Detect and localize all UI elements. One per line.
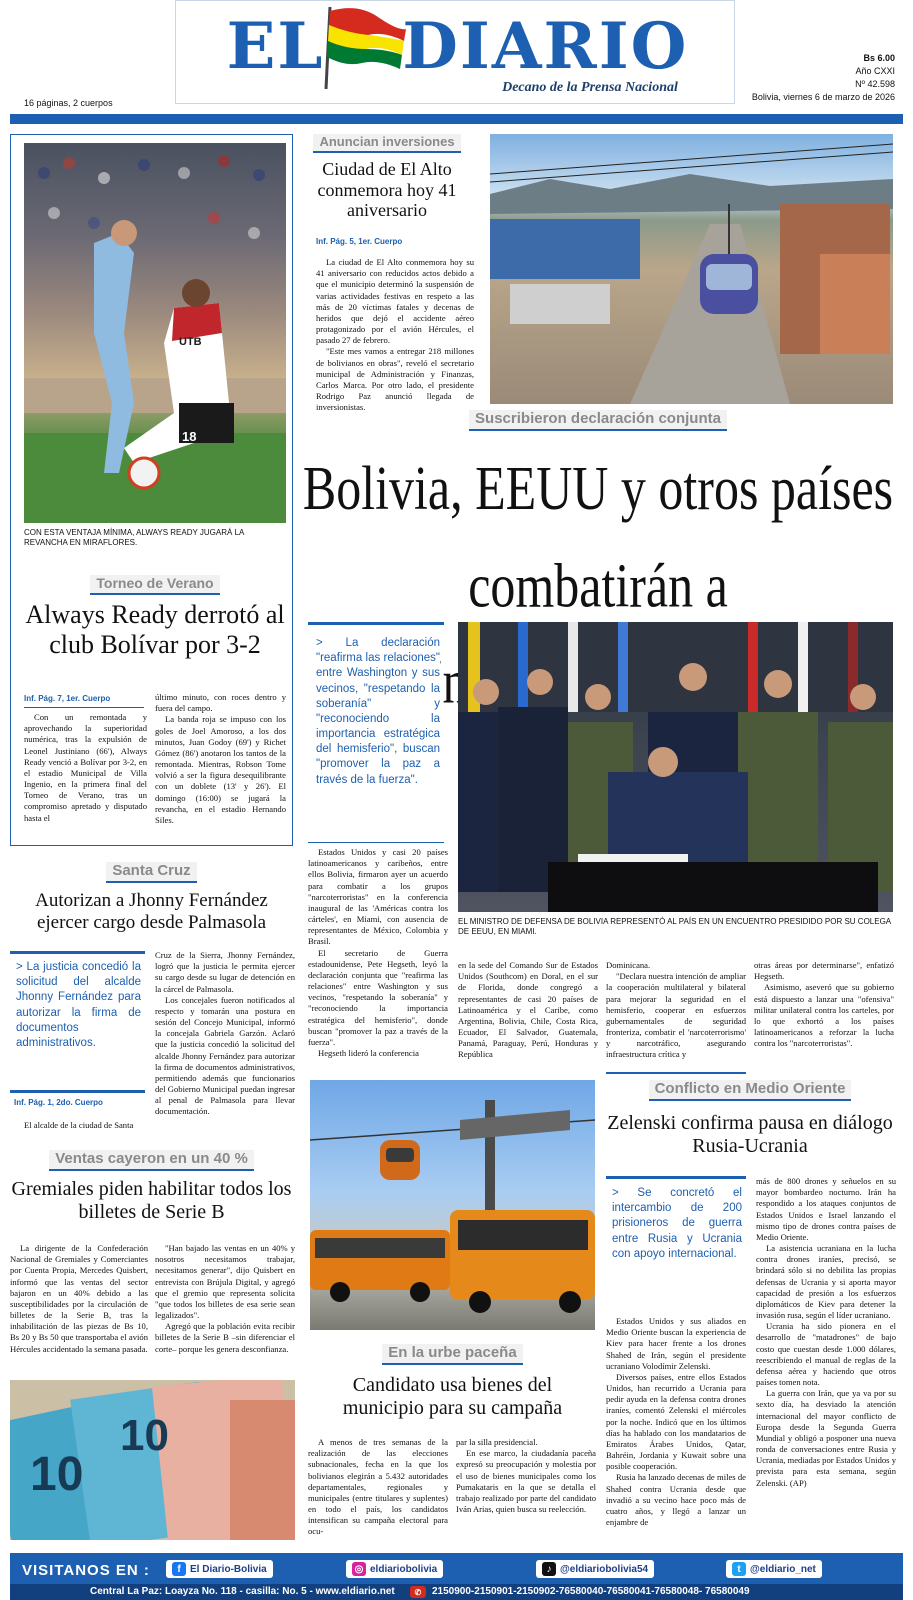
football-col2: último minuto, con roces dentro y fuera del campo. La banda roja se impuso con los goles de Joel Amoroso, a los dos minutos, Juan Godoy (69') y Richet Gómez (86') anotaron los tantos de la remontada. Mientras, Robson Tome volvió a ser la figura desequilibrante con un doblete (13' y 26'). El domingo (16:00) se jugará la revancha, en el estadio Hernando Siles. xyxy=(155,692,286,825)
year: Año CXXI xyxy=(855,66,895,77)
zelenski-top-rule xyxy=(606,1072,746,1074)
slogan: Decano de la Prensa Nacional xyxy=(502,80,678,95)
logo-right: DIARIO xyxy=(402,8,689,84)
santacruz-ref: Inf. Pág. 1, 2do. Cuerpo xyxy=(14,1098,103,1107)
zelenski-quote: > Se concretó el intercambio de 200 prisioneros de guerra entre Rusia y Ucrania con apoyo internacional. xyxy=(612,1186,742,1262)
alto-headline: Ciudad de El Alto conmemora hoy 41 aniversario xyxy=(317,159,457,221)
svg-text:10: 10 xyxy=(30,1448,84,1501)
santacruz-quote-rule xyxy=(10,951,145,954)
santacruz-col1: El alcalde de la ciudad de Santa xyxy=(24,1120,134,1130)
main-body-rule xyxy=(308,842,444,843)
santacruz-col2: Cruz de la Sierra, Jhonny Fernández, logró que la justicia le permita ejercer su cargo desde su lugar de detención en la cárcel de Palmasola. Los concejales fueron notificados al respecto y tomarán una postura en sesión del Concejo Municipal, informó la concejala Gabriela Garzón. Aclaró que la justicia concedió la solicitud del alcalde Jhonny Fernández para autorizar la firma de documentos administrativos, permitiendo además que funcionarios del Gobierno Municipal puedan ingresar al penal de Palmasola para llevar documentación. xyxy=(155,950,295,1117)
football-col1: Con un remontada y aprovechando la superioridad numérica, tras la expulsión de Leonel Justiniano (66'), Always Ready venció a Bolívar por 3-2, en el estadio Municipal de Villa Ingenio, en la primera final del Torneo de Verano, tras un compromiso apretado y disputado hasta el xyxy=(24,712,147,823)
candidato-col1: A menos de tres semanas de la realización de las elecciones subnacionales, fecha en la que los bolivianos elegirán a 5.432 autoridades departamentales, regionales y municipales (entre titulares y suplentes) en todo el país, los candidatos intensifican su campaña electoral para ocu- xyxy=(308,1437,448,1537)
gremiales-col2: "Han bajado las ventas en un 40% y nosotros necesitamos trabajar, necesitamos generar", dijo Quisbert en entrevista con Brújula Digital, y agregó que el gremio que representa solicita "que todos los billetes de esa serie sean legalizados". Agregó que la población evita recibir billetes de la Serie B –sin diferenciar el corte– porque les genera desconfianza. xyxy=(155,1243,295,1354)
candidato-kicker: En la urbe paceña xyxy=(310,1344,595,1361)
issue-number: Nº 42.598 xyxy=(855,79,895,90)
santacruz-headline: Autorizan a Jhonny Fernández ejercer cargo desde Palmasola xyxy=(35,890,268,933)
santacruz-ref-rule xyxy=(10,1090,145,1093)
facebook-label: El Diario-Bolivia xyxy=(190,1563,267,1575)
page-count: 16 páginas, 2 cuerpos xyxy=(24,98,113,108)
main-col3: Dominicana. "Declara nuestra intención de ampliar la cooperación multilateral y bilateral para mejorar la seguridad en el hemisferio, cooperar en esfuerzos gubernamentales de seguridad fronteriza, combatir el 'narcoterrorismo' y narcotráfico, asegurando infraestructura crítica y xyxy=(606,960,746,1060)
football-ref: Inf. Pág. 7, 1er. Cuerpo xyxy=(24,694,111,703)
main-quote: > La declaración "reafirma las relaciones" entre Washington y sus vecinos, "respetando la soberanía" y "reconociendo la importancia estratégica del hemisferio", buscan "promover la paz a través de la fuerza". xyxy=(316,636,440,788)
candidato-col2: par la silla presidencial. En ese marco, la ciudadanía paceña expresó su preocupación y molestia por el uso de bienes municipales como los Pumakataris en la que se detalla el trabajo realizado por parte del candidato Iván Arias, quien busca su reelección. xyxy=(456,1437,596,1515)
zelenski-headline: Zelenski confirma pausa en diálogo Rusia-Ucrania xyxy=(607,1112,893,1157)
football-caption: CON ESTA VENTAJA MÍNIMA, ALWAYS READY JUGARÁ LA REVANCHA EN MIRAFLORES. xyxy=(24,528,244,548)
main-caption: EL MINISTRO DE DEFENSA DE BOLIVIA REPRESENTÓ AL PAÍS EN UN ENCUENTRO PRESIDIDO POR SU COLEGA DE EEUU, EN MIAMI. xyxy=(458,917,891,937)
twitter-icon: t xyxy=(732,1562,746,1576)
footer-visit: VISITANOS EN : xyxy=(22,1562,150,1579)
banknotes-photo xyxy=(10,1380,295,1540)
football-kicker: Torneo de Verano xyxy=(24,575,286,591)
svg-text:18: 18 xyxy=(182,429,197,444)
santacruz-quote: > La justicia concedió la solicitud del alcalde Jhonny Fernández para autorizar la firma de documentos administrativos. xyxy=(16,960,141,1051)
svg-text:10: 10 xyxy=(120,1411,169,1460)
gremiales-col1: La dirigente de la Confederación Nacional de Gremiales y Comerciantes por Cuenta Propia, Mercedes Quisbert, informó que las ventas del sector bajaron en un 40% debido a las susceptibilidades por la circulación de billetes de la Serie B, tras la inhabilitación de las piezas de Bs 10, Bs 20 y Bs 50 que transportaba el avión Hércules accidentado la semana pasada. xyxy=(10,1243,148,1354)
twitter-label: @eldiario_net xyxy=(750,1563,816,1575)
alto-photo xyxy=(490,134,893,404)
alto-body: La ciudad de El Alto conmemora hoy su 41 aniversario con reducidos actos debido a que el municipio determinó la suspensión de varias actividades festivas en respeto a las más de 20 víctimas fatales y decenas de heridos que dejó el accidente aéreo protagonizado por el avión Hércules, el pasado 27 de febrero. "Este mes vamos a entregar 218 millones de bolivianos en obras", reveló el secretario municipal de Administración y Finanzas, Carlos Marca. Por otro lado, el presidente Rodrigo Paz anunció llegada de inversionistas. xyxy=(316,257,474,413)
gremiales-headline: Gremiales piden habilitar todos los billetes de Serie B xyxy=(11,1178,292,1223)
issue-date: Bolivia, viernes 6 de marzo de 2026 xyxy=(751,92,895,103)
football-photo xyxy=(24,143,286,523)
phone-icon: ✆ xyxy=(410,1586,426,1598)
logo xyxy=(185,6,730,86)
facebook-link[interactable] xyxy=(166,1560,273,1578)
gremiales-kicker: Ventas cayeron en un 40 % xyxy=(10,1150,293,1167)
edition-info xyxy=(745,52,895,104)
candidato-headline: Candidato usa bienes del municipio para su campaña xyxy=(342,1374,563,1419)
logo-left: EL xyxy=(226,8,325,84)
twitter-link[interactable] xyxy=(726,1560,822,1578)
main-col2: en la sede del Comando Sur de Estados Unidos (Southcom) en Doral, en el sur de Florida, donde congregó a representantes de casi 20 países de Latinoamérica y el Caribe, como Argentina, Bolivia, Chile, Costa Rica, Ecuador, El Salvador, Guatemala, Panamá, Paraguay, Perú, Honduras y República xyxy=(458,960,598,1060)
football-ref-rule xyxy=(24,707,144,708)
instagram-icon: ◎ xyxy=(352,1562,366,1576)
main-photo xyxy=(458,622,893,912)
bolivia-flag-icon xyxy=(318,3,408,89)
santacruz-kicker: Santa Cruz xyxy=(10,862,293,879)
main-headline-line1: Bolivia, EEUU y otros países xyxy=(302,452,894,523)
zelenski-col1: Estados Unidos y sus aliados en Medio Oriente buscan la experiencia de Kiev para hacer frente a los drones Shahed de Irán, según el presidente ucraniano Volodímir Zelenski. Diversos países, entre ellos Estados Unidos, han recurrido a Ucrania para pedir ayuda en la defensa contra drones iraníes, comentó Zelenski el miércoles por la noche. Indicó que en los últimos días ha hablado con los mandatarios de Emiratos Árabes Unidos, Qatar, Bahréin, Jordania y Kuwait sobre una posible cooperación. Rusia ha lanzado decenas de miles de Shahed contra Ucrania desde que invadió a su vecino hace poco más de cuatro años, y llegó a lanzar un enjambre de xyxy=(606,1316,746,1528)
zelenski-col2: más de 800 drones y señuelos en su mayor bombardeo nocturno. Irán ha respondido a los ataques conjuntos de Estados Unidos e Israel lanzando el mismo tipo de drones contra países de Medio Oriente. La asistencia ucraniana en la lucha contra drones iraníes, precisó, se brindará sólo si no debilita las propias defensas de Ucrania y si aporta mayor capacidad de presión a los esfuerzos diplomáticos de Kiev para detener la invasión rusa, según el líder ucraniano. Ucrania ha sido pionera en el desarrollo de "matadrones" de bajo costo que cuestan desde 1.000 dólares, reescribiendo el manual de reglas de la defensa aérea y haciendo que otros países tomen nota. La guerra con Irán, que ya va por su sexto día, ha desviado la atención internacional del mayor conflicto de Europa desde la Segunda Guerra Mundial y obligó a posponer una nueva ronda de conversaciones entre Rusia y Ucrania, mediadas por Estados Unidos y prevista para esta semana, según Zelenski. (AP) xyxy=(756,1176,896,1488)
tiktok-link[interactable] xyxy=(536,1560,654,1578)
football-headline: Always Ready derrotó al club Bolívar por 3-2 xyxy=(25,600,285,659)
tiktok-icon: ♪ xyxy=(542,1562,556,1576)
tiktok-label: @eldiariobolivia54 xyxy=(560,1563,649,1575)
main-headline-line2: combatirán a xyxy=(468,549,728,620)
main-col4: otras áreas por determinarse", enfatizó Hegseth. Asimismo, aseveró que su gobierno está dispuesto a lanzar una "ofensiva" militar unilateral contra los carteles, por lo que exhortó a los países latinoamericanos a reforzar la lucha contra los "narcoterroristas". xyxy=(754,960,894,1049)
instagram-label: eldiariobolivia xyxy=(370,1563,438,1575)
svg-text:UTB: UTB xyxy=(179,336,202,348)
main-quote-rule xyxy=(308,622,444,625)
footer-phones: 2150900-2150901-2150902-76580040-76580041-76580048- 76580049 xyxy=(432,1586,750,1597)
main-kicker: Suscribieron declaración conjunta xyxy=(300,410,896,427)
main-col1: Estados Unidos y casi 20 países latinoamericanos y caribeños, entre ellos Bolivia, firmaron ayer un acuerdo para combatir a los grupos "narcoterroristas" en la conferencia inaugural de las 'Américas contra los cárteles', en Miami, con ausencia de representantes de México, Colombia y Brasil. El secretario de Guerra estadounidense, Pete Hegseth, leyó la declaración conjunta que "reafirma las relaciones" entre Washington y sus vecinos, "respetando la soberanía" y "reconociendo la importancia estratégica del hemisferio", donde buscan "promover la paz a través de la fuerza". Hegseth lideró la conferencia xyxy=(308,847,448,1059)
footer-address: Central La Paz: Loayza No. 118 - casilla: No. 5 - www.eldiario.net xyxy=(90,1586,395,1597)
bus-photo xyxy=(310,1080,595,1330)
instagram-link[interactable] xyxy=(346,1560,443,1578)
alto-ref: Inf. Pág. 5, 1er. Cuerpo xyxy=(316,237,403,246)
price: Bs 6.00 xyxy=(863,53,895,63)
masthead-rule xyxy=(10,114,903,124)
alto-kicker: Anuncian inversiones xyxy=(302,134,472,149)
facebook-icon: f xyxy=(172,1562,186,1576)
zelenski-quote-rule xyxy=(606,1176,746,1179)
zelenski-kicker: Conflicto en Medio Oriente xyxy=(604,1080,896,1097)
